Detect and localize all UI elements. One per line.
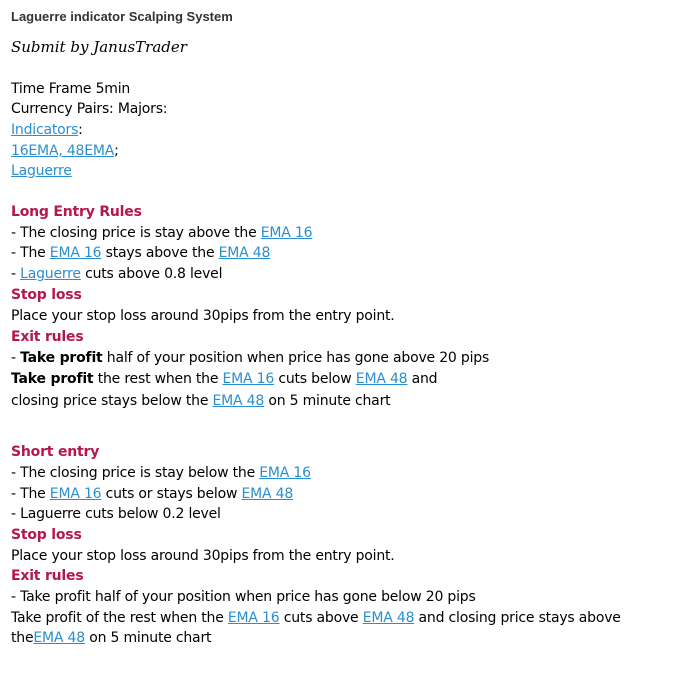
short-exit-3-text-a: the bbox=[11, 630, 34, 646]
long-exit-2-text-b: cuts below bbox=[274, 371, 356, 387]
time-frame-line: Time Frame 5min bbox=[11, 81, 131, 97]
short-rule-1-text: - The closing price is stay below the bbox=[11, 465, 260, 481]
long-exit-2-ema16-link[interactable]: EMA 16 bbox=[222, 371, 275, 387]
short-exit-2-ema16-link[interactable]: EMA 16 bbox=[227, 610, 280, 626]
ema-line bbox=[11, 141, 119, 162]
long-rule-3 bbox=[11, 264, 222, 285]
long-exit-1 bbox=[11, 348, 489, 369]
laguerre-indicator-link[interactable]: Laguerre bbox=[11, 163, 72, 179]
short-exit-rules-heading: Exit rules bbox=[11, 568, 84, 584]
currency-pairs-line: Currency Pairs: Majors: bbox=[11, 101, 168, 117]
long-exit-2-ema48-link[interactable]: EMA 48 bbox=[355, 371, 408, 387]
short-stop-loss-heading: Stop loss bbox=[11, 527, 82, 543]
short-rule-1 bbox=[11, 463, 311, 484]
indicators-colon: : bbox=[78, 122, 83, 138]
long-stop-loss-heading: Stop loss bbox=[11, 287, 82, 303]
indicators-line bbox=[11, 120, 83, 141]
long-rule-1 bbox=[11, 223, 312, 244]
long-exit-3-text-b: on 5 minute chart bbox=[264, 393, 391, 409]
long-exit-2-bold: Take profit bbox=[11, 371, 94, 387]
long-rule-3-text-a: - bbox=[11, 266, 21, 282]
long-rule-1-text: - The closing price is stay above the bbox=[11, 225, 261, 241]
short-exit-2-text-a: Take profit of the rest when the bbox=[11, 610, 228, 626]
short-exit-2 bbox=[11, 608, 621, 629]
short-exit-1: - Take profit half of your position when price has gone below 20 pips bbox=[11, 589, 476, 605]
short-stop-loss-text: Place your stop loss around 30pips from the entry point. bbox=[11, 548, 395, 564]
short-exit-3-ema48-link[interactable]: EMA 48 bbox=[33, 630, 85, 646]
short-rule-3: - Laguerre cuts below 0.2 level bbox=[11, 506, 221, 522]
short-exit-2-ema48-link[interactable]: EMA 48 bbox=[362, 610, 415, 626]
long-rule-2-text-a: - The bbox=[11, 245, 50, 261]
short-exit-3 bbox=[11, 628, 211, 649]
page-title: Laguerre indicator Scalping System bbox=[11, 9, 233, 24]
short-rule-2-text-a: - The bbox=[11, 486, 50, 502]
long-rule-1-ema16-link[interactable]: EMA 16 bbox=[260, 225, 313, 241]
long-exit-2-text-c: and bbox=[407, 371, 438, 387]
long-exit-2-text-a: the rest when the bbox=[93, 371, 223, 387]
long-exit-3 bbox=[11, 391, 390, 412]
short-rule-2-ema48-link[interactable]: EMA 48 bbox=[241, 486, 294, 502]
short-rule-2-ema16-link[interactable]: EMA 16 bbox=[49, 486, 102, 502]
long-rule-2 bbox=[11, 243, 270, 264]
short-entry-heading: Short entry bbox=[11, 444, 100, 460]
short-exit-2-text-b: cuts above bbox=[279, 610, 363, 626]
long-stop-loss-text: Place your stop loss around 30pips from the entry point. bbox=[11, 308, 395, 324]
short-rule-2-text-b: cuts or stays below bbox=[101, 486, 242, 502]
long-exit-1-bold: Take profit bbox=[20, 350, 103, 366]
short-rule-2 bbox=[11, 484, 293, 505]
long-rule-2-text-b: stays above the bbox=[101, 245, 219, 261]
ema-semicolon: ; bbox=[114, 143, 119, 159]
long-rule-2-ema16-link[interactable]: EMA 16 bbox=[49, 245, 102, 261]
short-rule-1-ema16-link[interactable]: EMA 16 bbox=[259, 465, 311, 481]
laguerre-line bbox=[11, 161, 72, 182]
long-exit-1-text: half of your position when price has gone above 20 pips bbox=[102, 350, 490, 366]
long-rule-2-ema48-link[interactable]: EMA 48 bbox=[218, 245, 271, 261]
author-byline: Submit by JanusTrader bbox=[11, 38, 187, 56]
long-exit-2 bbox=[11, 369, 437, 390]
short-exit-2-text-c: and closing price stays above bbox=[414, 610, 621, 626]
short-exit-3-text-b: on 5 minute chart bbox=[84, 630, 212, 646]
ema-indicators-link[interactable]: 16EMA, 48EMA bbox=[11, 143, 115, 159]
long-exit-3-ema48-link[interactable]: EMA 48 bbox=[212, 393, 265, 409]
long-entry-heading: Long Entry Rules bbox=[11, 204, 142, 220]
long-exit-1-dash: - bbox=[11, 350, 21, 366]
long-rule-3-text-b: cuts above 0.8 level bbox=[80, 266, 223, 282]
long-exit-rules-heading: Exit rules bbox=[11, 329, 84, 345]
long-exit-3-text-a: closing price stays below the bbox=[11, 393, 213, 409]
long-rule-3-laguerre-link[interactable]: Laguerre bbox=[20, 266, 81, 282]
indicators-link[interactable]: Indicators bbox=[11, 122, 79, 138]
